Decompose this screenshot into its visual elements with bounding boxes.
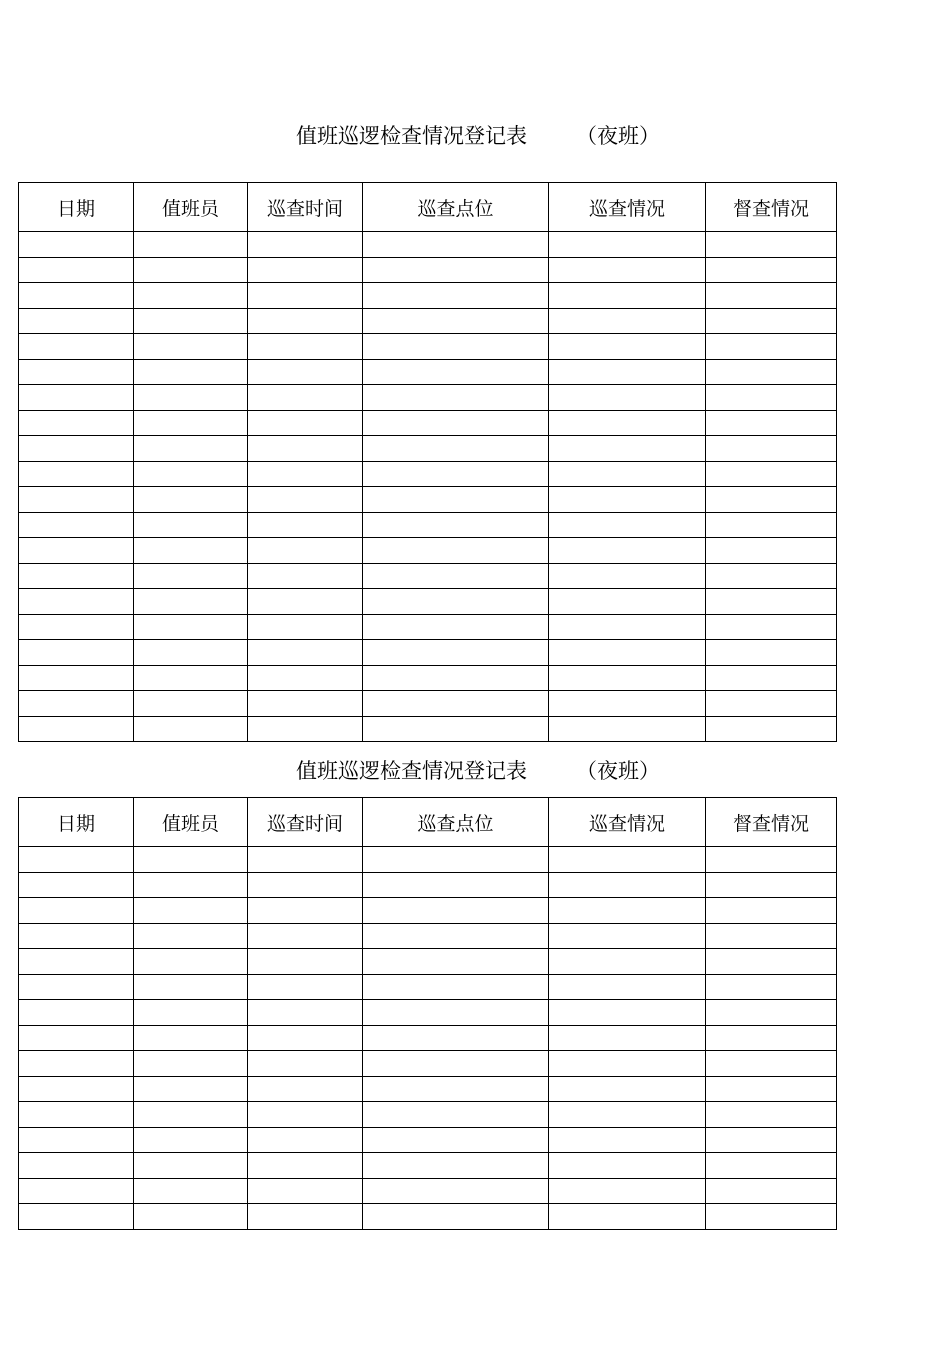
column-header-patrol-status: 巡查情况 xyxy=(549,798,706,847)
table-cell[interactable] xyxy=(19,1153,134,1179)
table-cell[interactable] xyxy=(19,847,134,873)
table-cell[interactable] xyxy=(363,923,549,949)
table-row xyxy=(19,410,837,436)
table-cell[interactable] xyxy=(706,1000,837,1026)
table-cell[interactable] xyxy=(134,1178,248,1204)
table-cell[interactable] xyxy=(134,512,248,538)
table-cell[interactable] xyxy=(19,487,134,513)
table-row xyxy=(19,1178,837,1204)
table-cell[interactable] xyxy=(248,1127,363,1153)
table-cell[interactable] xyxy=(706,334,837,360)
table-cell[interactable] xyxy=(134,665,248,691)
table-cell[interactable] xyxy=(363,1051,549,1077)
table-cell[interactable] xyxy=(706,1051,837,1077)
table-cell[interactable] xyxy=(706,359,837,385)
table-cell[interactable] xyxy=(549,898,706,924)
table-cell[interactable] xyxy=(363,487,549,513)
form-title-text: 值班巡逻检查情况登记表 xyxy=(296,124,527,148)
table-cell[interactable] xyxy=(549,1153,706,1179)
table-cell[interactable] xyxy=(248,334,363,360)
table-cell[interactable] xyxy=(248,1025,363,1051)
table-cell[interactable] xyxy=(706,385,837,411)
table-cell[interactable] xyxy=(363,385,549,411)
table-cell[interactable] xyxy=(549,436,706,462)
table-cell[interactable] xyxy=(363,410,549,436)
table-cell[interactable] xyxy=(363,872,549,898)
table-cell[interactable] xyxy=(19,614,134,640)
table-cell[interactable] xyxy=(363,1076,549,1102)
table-cell[interactable] xyxy=(134,232,248,258)
table-cell[interactable] xyxy=(706,974,837,1000)
table-cell[interactable] xyxy=(549,461,706,487)
table-cell[interactable] xyxy=(248,1076,363,1102)
table-cell[interactable] xyxy=(248,538,363,564)
table-cell[interactable] xyxy=(363,538,549,564)
table-cell[interactable] xyxy=(19,974,134,1000)
table-cell[interactable] xyxy=(363,1178,549,1204)
column-header-staff: 值班员 xyxy=(134,183,248,232)
table-cell[interactable] xyxy=(706,512,837,538)
table-cell[interactable] xyxy=(134,949,248,975)
table-cell[interactable] xyxy=(549,691,706,717)
table-row xyxy=(19,1204,837,1230)
table-cell[interactable] xyxy=(706,640,837,666)
column-header-inspection-status: 督查情况 xyxy=(706,798,837,847)
table-cell[interactable] xyxy=(363,691,549,717)
table-cell[interactable] xyxy=(549,847,706,873)
table-cell[interactable] xyxy=(706,487,837,513)
table-cell[interactable] xyxy=(19,691,134,717)
table-cell[interactable] xyxy=(363,1127,549,1153)
table-row xyxy=(19,716,837,742)
table-cell[interactable] xyxy=(706,1204,837,1230)
table-cell[interactable] xyxy=(248,283,363,309)
table-cell[interactable] xyxy=(549,923,706,949)
table-cell[interactable] xyxy=(19,1000,134,1026)
table-cell[interactable] xyxy=(134,974,248,1000)
table-cell[interactable] xyxy=(19,1204,134,1230)
table-cell[interactable] xyxy=(549,1076,706,1102)
table-row xyxy=(19,1000,837,1026)
table-row xyxy=(19,898,837,924)
table-cell[interactable] xyxy=(19,512,134,538)
table-cell[interactable] xyxy=(363,665,549,691)
table-cell[interactable] xyxy=(134,898,248,924)
table-cell[interactable] xyxy=(706,563,837,589)
table-cell[interactable] xyxy=(19,898,134,924)
table-row xyxy=(19,538,837,564)
table-cell[interactable] xyxy=(19,461,134,487)
table-cell[interactable] xyxy=(19,257,134,283)
table-cell[interactable] xyxy=(248,257,363,283)
table-row xyxy=(19,359,837,385)
table-cell[interactable] xyxy=(549,283,706,309)
table-cell[interactable] xyxy=(248,1051,363,1077)
table-cell[interactable] xyxy=(363,949,549,975)
table-cell[interactable] xyxy=(706,691,837,717)
table-cell[interactable] xyxy=(19,589,134,615)
table-cell[interactable] xyxy=(706,589,837,615)
form-title xyxy=(0,121,950,151)
table-row xyxy=(19,614,837,640)
table-cell[interactable] xyxy=(248,1102,363,1128)
table-row xyxy=(19,847,837,873)
table-cell[interactable] xyxy=(19,949,134,975)
table-cell[interactable] xyxy=(549,334,706,360)
table-cell[interactable] xyxy=(134,640,248,666)
table-cell[interactable] xyxy=(248,923,363,949)
column-header-date: 日期 xyxy=(19,798,134,847)
table-cell[interactable] xyxy=(706,1127,837,1153)
table-cell[interactable] xyxy=(248,436,363,462)
table-row xyxy=(19,563,837,589)
form-title xyxy=(0,756,950,786)
table-cell[interactable] xyxy=(248,512,363,538)
table-row xyxy=(19,232,837,258)
table-row xyxy=(19,487,837,513)
table-cell[interactable] xyxy=(363,461,549,487)
table-cell[interactable] xyxy=(19,1025,134,1051)
table-cell[interactable] xyxy=(363,436,549,462)
table-cell[interactable] xyxy=(19,563,134,589)
table-cell[interactable] xyxy=(19,334,134,360)
table-cell[interactable] xyxy=(19,716,134,742)
table-cell[interactable] xyxy=(19,1102,134,1128)
table-cell[interactable] xyxy=(248,461,363,487)
table-cell[interactable] xyxy=(549,385,706,411)
table-cell[interactable] xyxy=(549,563,706,589)
table-cell[interactable] xyxy=(706,538,837,564)
table-row xyxy=(19,385,837,411)
table-cell[interactable] xyxy=(706,1025,837,1051)
table-cell[interactable] xyxy=(363,308,549,334)
table-row xyxy=(19,512,837,538)
table-cell[interactable] xyxy=(363,1025,549,1051)
table-row xyxy=(19,974,837,1000)
table-cell[interactable] xyxy=(549,538,706,564)
table-cell[interactable] xyxy=(134,308,248,334)
table-cell[interactable] xyxy=(363,563,549,589)
table-cell[interactable] xyxy=(19,872,134,898)
table-cell[interactable] xyxy=(134,283,248,309)
table-cell[interactable] xyxy=(706,1178,837,1204)
table-cell[interactable] xyxy=(134,487,248,513)
table-cell[interactable] xyxy=(706,461,837,487)
table-row xyxy=(19,1076,837,1102)
table-cell[interactable] xyxy=(19,410,134,436)
table-cell[interactable] xyxy=(549,1102,706,1128)
table-cell[interactable] xyxy=(549,257,706,283)
table-cell[interactable] xyxy=(134,1051,248,1077)
column-header-patrol-time: 巡查时间 xyxy=(248,798,363,847)
table-cell[interactable] xyxy=(19,232,134,258)
table-cell[interactable] xyxy=(706,898,837,924)
table-row xyxy=(19,334,837,360)
table-cell[interactable] xyxy=(134,385,248,411)
table-cell[interactable] xyxy=(134,614,248,640)
patrol-log-table xyxy=(18,182,837,742)
table-cell[interactable] xyxy=(706,872,837,898)
table-cell[interactable] xyxy=(549,974,706,1000)
table-cell[interactable] xyxy=(706,1153,837,1179)
table-cell[interactable] xyxy=(134,359,248,385)
table-cell[interactable] xyxy=(19,640,134,666)
column-header-inspection-status: 督查情况 xyxy=(706,183,837,232)
table-cell[interactable] xyxy=(134,716,248,742)
table-cell[interactable] xyxy=(19,1178,134,1204)
table-cell[interactable] xyxy=(549,359,706,385)
table-cell[interactable] xyxy=(248,847,363,873)
table-cell[interactable] xyxy=(248,1204,363,1230)
table-cell[interactable] xyxy=(549,1000,706,1026)
table-cell[interactable] xyxy=(134,1025,248,1051)
table-cell[interactable] xyxy=(363,589,549,615)
shift-label: （夜班） xyxy=(576,124,660,148)
table-cell[interactable] xyxy=(134,872,248,898)
table-cell[interactable] xyxy=(248,872,363,898)
table-cell[interactable] xyxy=(706,847,837,873)
table-cell[interactable] xyxy=(248,974,363,1000)
table-cell[interactable] xyxy=(363,1102,549,1128)
table-cell[interactable] xyxy=(706,257,837,283)
table-cell[interactable] xyxy=(549,949,706,975)
table-cell[interactable] xyxy=(363,283,549,309)
table-cell[interactable] xyxy=(549,308,706,334)
column-header-patrol-point: 巡查点位 xyxy=(363,798,549,847)
table-cell[interactable] xyxy=(19,283,134,309)
table-cell[interactable] xyxy=(134,1102,248,1128)
table-cell[interactable] xyxy=(134,589,248,615)
table-row xyxy=(19,640,837,666)
column-header-date: 日期 xyxy=(19,183,134,232)
table-cell[interactable] xyxy=(248,640,363,666)
table-cell[interactable] xyxy=(549,1051,706,1077)
table-cell[interactable] xyxy=(549,589,706,615)
table-cell[interactable] xyxy=(19,923,134,949)
table-cell[interactable] xyxy=(248,898,363,924)
table-cell[interactable] xyxy=(134,691,248,717)
table-cell[interactable] xyxy=(363,334,549,360)
table-cell[interactable] xyxy=(549,232,706,258)
table-cell[interactable] xyxy=(134,923,248,949)
table-cell[interactable] xyxy=(19,1127,134,1153)
table-row xyxy=(19,691,837,717)
table-cell[interactable] xyxy=(363,974,549,1000)
table-row xyxy=(19,257,837,283)
table-cell[interactable] xyxy=(134,1000,248,1026)
shift-label: （夜班） xyxy=(576,759,660,783)
table-cell[interactable] xyxy=(549,716,706,742)
column-header-patrol-point: 巡查点位 xyxy=(363,183,549,232)
table-cell[interactable] xyxy=(19,1051,134,1077)
table-cell[interactable] xyxy=(134,538,248,564)
table-row xyxy=(19,1051,837,1077)
table-row xyxy=(19,872,837,898)
table-cell[interactable] xyxy=(248,1000,363,1026)
form-title-text: 值班巡逻检查情况登记表 xyxy=(296,759,527,783)
table-cell[interactable] xyxy=(248,563,363,589)
table-header-row xyxy=(19,183,837,232)
table-row xyxy=(19,1127,837,1153)
column-header-patrol-status: 巡查情况 xyxy=(549,183,706,232)
table-cell[interactable] xyxy=(19,385,134,411)
table-cell[interactable] xyxy=(549,1204,706,1230)
table-cell[interactable] xyxy=(706,614,837,640)
table-cell[interactable] xyxy=(248,716,363,742)
table-cell[interactable] xyxy=(248,589,363,615)
table-header-row xyxy=(19,798,837,847)
table-cell[interactable] xyxy=(19,665,134,691)
table-cell[interactable] xyxy=(248,1178,363,1204)
table-cell[interactable] xyxy=(363,1204,549,1230)
table-cell[interactable] xyxy=(363,512,549,538)
table-cell[interactable] xyxy=(248,1153,363,1179)
table-cell[interactable] xyxy=(248,385,363,411)
table-cell[interactable] xyxy=(248,308,363,334)
table-cell[interactable] xyxy=(134,1076,248,1102)
table-cell[interactable] xyxy=(549,614,706,640)
table-cell[interactable] xyxy=(549,1127,706,1153)
table-cell[interactable] xyxy=(134,1204,248,1230)
table-cell[interactable] xyxy=(549,1178,706,1204)
table-cell[interactable] xyxy=(363,232,549,258)
table-cell[interactable] xyxy=(363,1000,549,1026)
table-cell[interactable] xyxy=(134,257,248,283)
table-row xyxy=(19,461,837,487)
table-cell[interactable] xyxy=(549,665,706,691)
table-cell[interactable] xyxy=(134,436,248,462)
table-cell[interactable] xyxy=(706,1076,837,1102)
table-cell[interactable] xyxy=(363,359,549,385)
table-cell[interactable] xyxy=(706,283,837,309)
table-cell[interactable] xyxy=(549,640,706,666)
table-cell[interactable] xyxy=(134,847,248,873)
table-cell[interactable] xyxy=(134,1153,248,1179)
table-cell[interactable] xyxy=(248,691,363,717)
table-cell[interactable] xyxy=(549,410,706,436)
table-row xyxy=(19,923,837,949)
table-row xyxy=(19,308,837,334)
table-cell[interactable] xyxy=(19,538,134,564)
table-row xyxy=(19,1153,837,1179)
table-cell[interactable] xyxy=(19,436,134,462)
table-cell[interactable] xyxy=(363,614,549,640)
table-cell[interactable] xyxy=(134,1127,248,1153)
table-row xyxy=(19,949,837,975)
table-row xyxy=(19,1102,837,1128)
table-cell[interactable] xyxy=(248,614,363,640)
column-header-staff: 值班员 xyxy=(134,798,248,847)
table-cell[interactable] xyxy=(248,359,363,385)
table-cell[interactable] xyxy=(248,232,363,258)
table-cell[interactable] xyxy=(706,436,837,462)
table-cell[interactable] xyxy=(706,308,837,334)
table-cell[interactable] xyxy=(706,716,837,742)
table-row xyxy=(19,283,837,309)
table-cell[interactable] xyxy=(19,359,134,385)
table-cell[interactable] xyxy=(19,308,134,334)
table-cell[interactable] xyxy=(706,410,837,436)
table-row xyxy=(19,1025,837,1051)
table-cell[interactable] xyxy=(248,410,363,436)
table-row xyxy=(19,665,837,691)
table-row xyxy=(19,589,837,615)
table-cell[interactable] xyxy=(363,716,549,742)
table-cell[interactable] xyxy=(549,512,706,538)
table-row xyxy=(19,436,837,462)
table-cell[interactable] xyxy=(549,487,706,513)
table-cell[interactable] xyxy=(248,487,363,513)
table-cell[interactable] xyxy=(706,923,837,949)
table-cell[interactable] xyxy=(363,898,549,924)
table-cell[interactable] xyxy=(134,334,248,360)
table-cell[interactable] xyxy=(549,1025,706,1051)
table-cell[interactable] xyxy=(19,1076,134,1102)
table-cell[interactable] xyxy=(706,1102,837,1128)
table-cell[interactable] xyxy=(363,1153,549,1179)
table-cell[interactable] xyxy=(134,563,248,589)
table-cell[interactable] xyxy=(134,410,248,436)
table-cell[interactable] xyxy=(706,665,837,691)
column-header-patrol-time: 巡查时间 xyxy=(248,183,363,232)
table-cell[interactable] xyxy=(248,949,363,975)
table-cell[interactable] xyxy=(706,232,837,258)
table-cell[interactable] xyxy=(363,257,549,283)
table-cell[interactable] xyxy=(363,640,549,666)
table-cell[interactable] xyxy=(134,461,248,487)
table-cell[interactable] xyxy=(363,847,549,873)
table-cell[interactable] xyxy=(706,949,837,975)
table-cell[interactable] xyxy=(248,665,363,691)
patrol-log-table xyxy=(18,797,837,1230)
table-cell[interactable] xyxy=(549,872,706,898)
